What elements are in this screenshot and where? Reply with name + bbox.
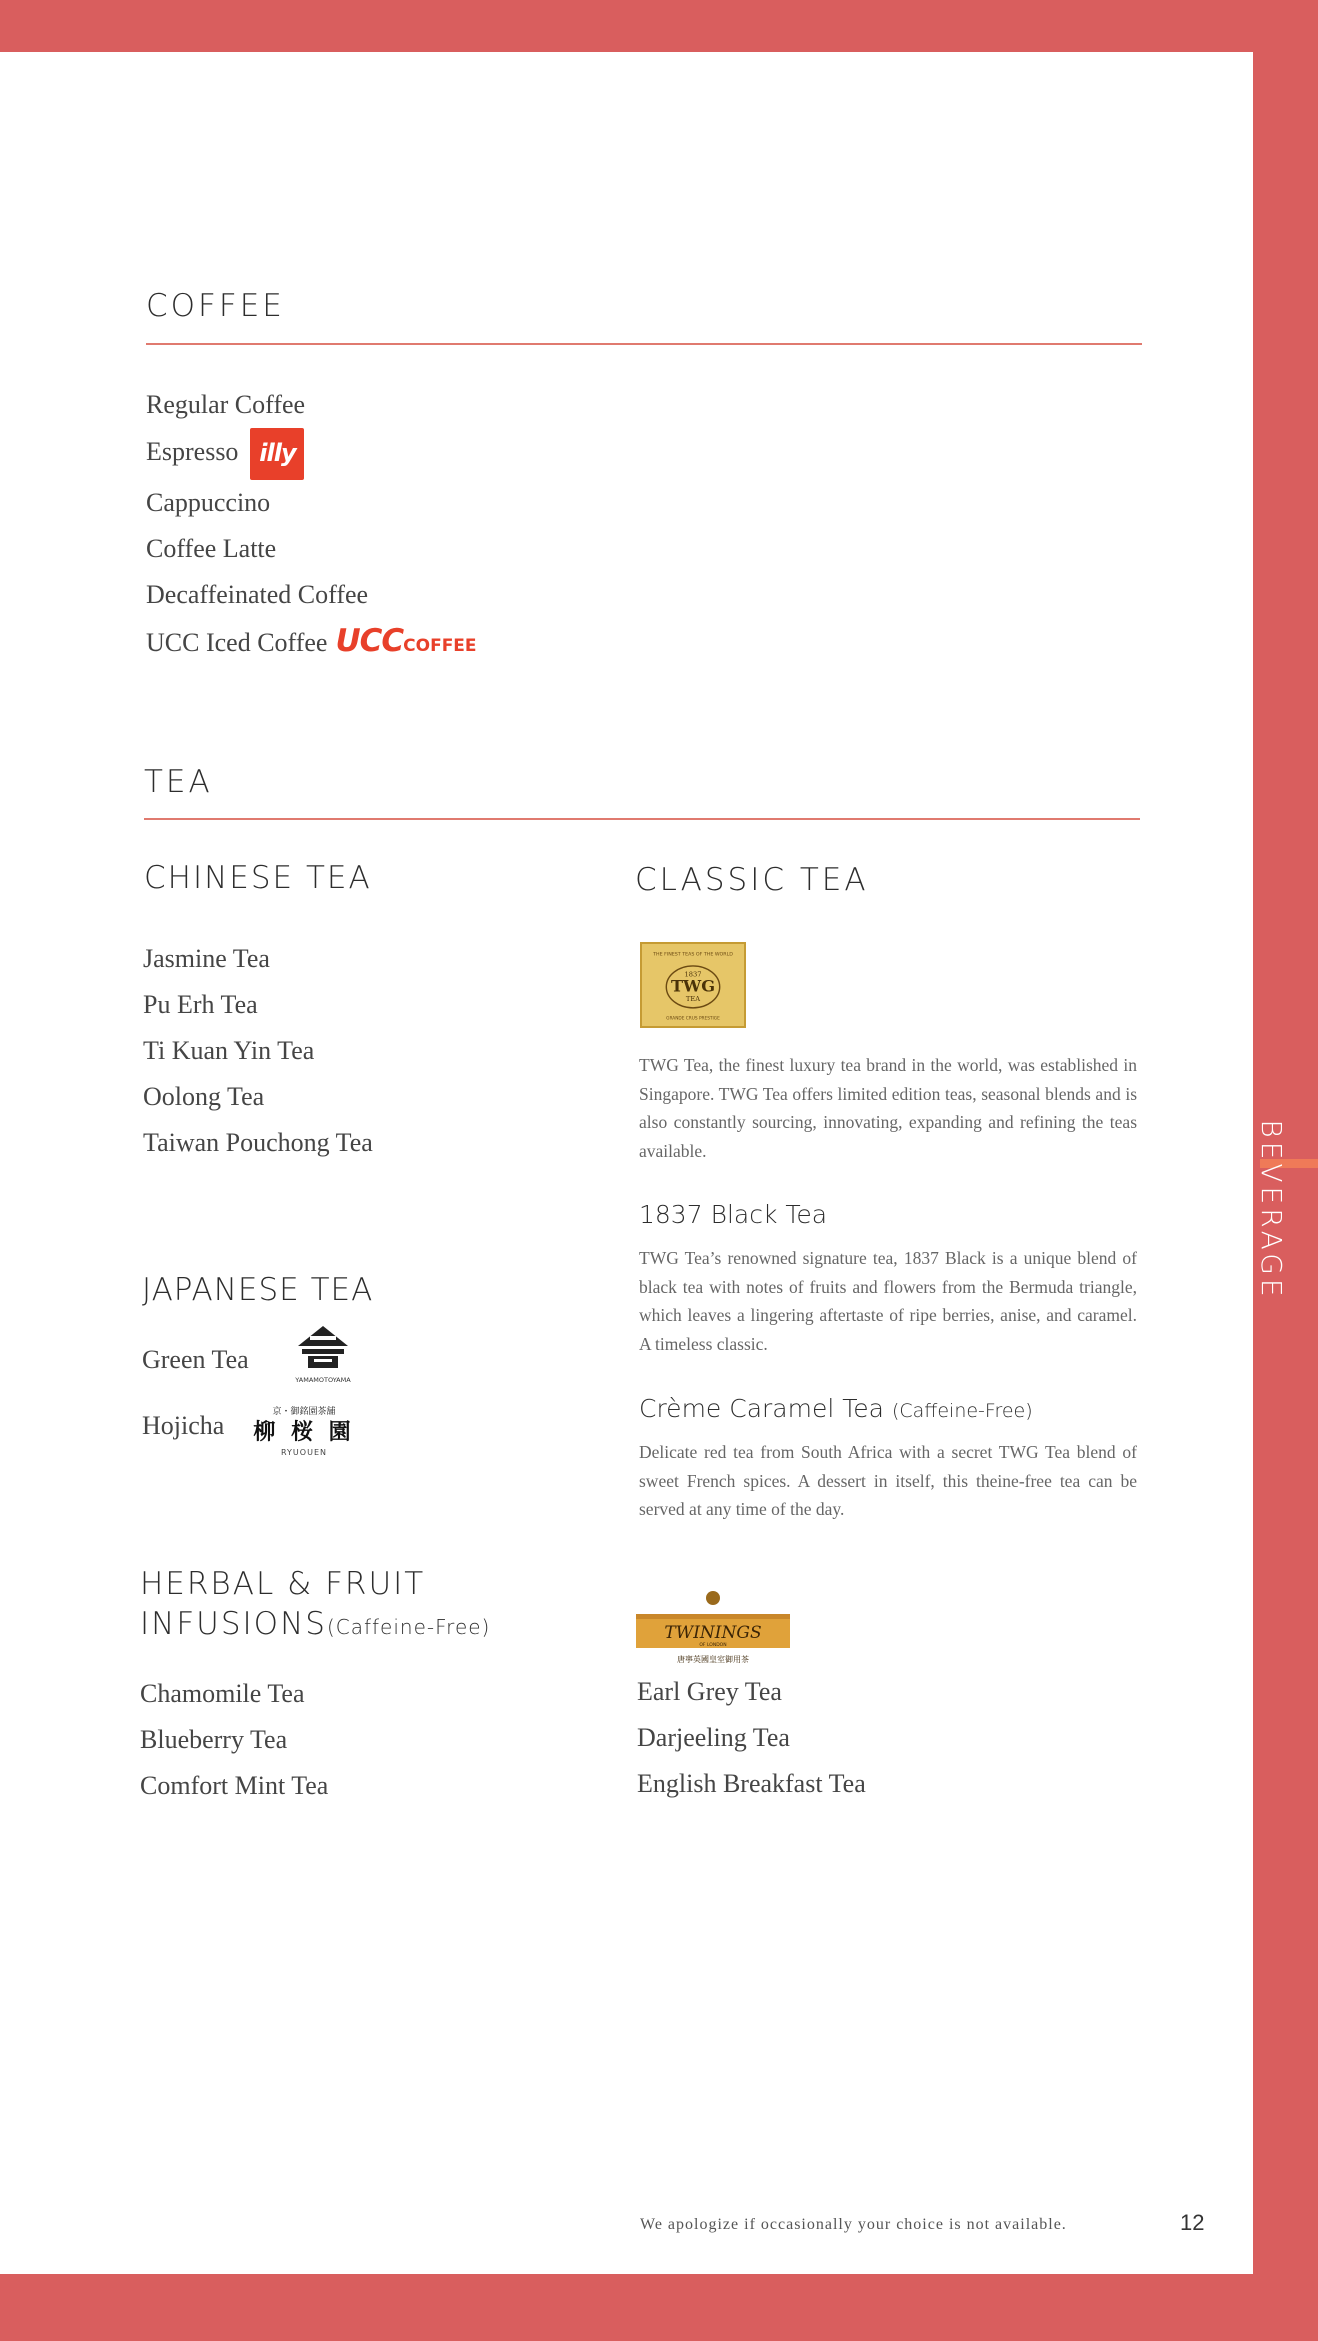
black-tea-title: 1837 Black Tea: [639, 1200, 828, 1229]
twinings-tea-item: English Breakfast Tea: [637, 1769, 866, 1798]
ryuouen-logo: 京・御銘園茶舗 柳 桜 園 RYUOUEN: [253, 1407, 355, 1457]
twinings-tea-item: Earl Grey Tea: [637, 1677, 782, 1706]
coffee-item: Decaffeinated Coffee: [146, 580, 369, 609]
chinese-tea-item: Pu Erh Tea: [143, 990, 258, 1019]
twinings-logo: [636, 1588, 790, 1670]
coffee-item: Cappuccino: [146, 488, 271, 517]
chinese-tea-title: CHINESE TEA: [144, 860, 372, 896]
section-side-label: BEVERAGE: [1255, 1119, 1288, 1301]
menu-page: [0, 52, 1253, 2274]
twg-intro-text: TWG Tea, the finest luxury tea brand in the world, was established in Singapore. TWG Tea offers limited edition teas, seasonal blends and is also constantly sourcing, innovating, expanding and refining the teas available.: [639, 1055, 1137, 1161]
svg-text:THE FINEST TEAS OF THE WORLD: THE FINEST TEAS OF THE WORLD: [653, 952, 733, 958]
herbal-infusions-title: HERBAL & FRUIT INFUSIONS(Caffeine-Free): [140, 1566, 491, 1642]
twinings-tea-list: [637, 1669, 866, 1807]
herbal-tea-item: Comfort Mint Tea: [140, 1771, 329, 1800]
coffee-divider: [146, 343, 1142, 345]
yamamotoyama-logo: [284, 1322, 362, 1386]
page-number: 12: [1180, 2210, 1205, 2235]
coffee-list: [146, 382, 477, 669]
twg-emblem-icon: [642, 944, 744, 1026]
coffee-section-title: COFFEE: [146, 288, 285, 324]
svg-text:GRANDE CRUS PRESTIGE: GRANDE CRUS PRESTIGE: [666, 1016, 720, 1022]
chinese-tea-item: Oolong Tea: [143, 1082, 265, 1111]
ucc-coffee-logo: UCCCOFFEE: [335, 623, 477, 659]
herbal-tea-item: Blueberry Tea: [140, 1725, 288, 1754]
japanese-tea-item: Hojicha: [142, 1411, 225, 1440]
herbal-tea-list: [140, 1671, 328, 1809]
coffee-item: UCC Iced Coffee UCCCOFFEE: [146, 618, 477, 669]
chinese-tea-item: Ti Kuan Yin Tea: [143, 1036, 315, 1065]
chinese-tea-item: Taiwan Pouchong Tea: [143, 1128, 373, 1157]
svg-text:YAMAMOTOYAMA: YAMAMOTOYAMA: [295, 1376, 351, 1384]
chinese-tea-list: [143, 936, 373, 1166]
coffee-item: Espresso illy: [146, 428, 477, 480]
svg-text:1837: 1837: [684, 970, 702, 979]
coffee-item: Coffee Latte: [146, 534, 277, 563]
svg-text:TWININGS: TWININGS: [664, 1623, 762, 1643]
herbal-tea-item: Chamomile Tea: [140, 1679, 305, 1708]
tea-section-title: TEA: [144, 764, 213, 800]
illy-logo: illy: [250, 428, 304, 480]
japanese-tea-item: Green Tea: [142, 1345, 249, 1374]
twg-tea-logo: [640, 942, 746, 1028]
classic-tea-title: CLASSIC TEA: [635, 862, 869, 898]
availability-note: We apologize if occasionally your choice is not available.: [640, 2216, 1067, 2233]
tea-divider: [144, 818, 1140, 820]
japanese-tea-title: JAPANESE TEA: [142, 1272, 374, 1308]
coffee-item: Regular Coffee: [146, 390, 306, 419]
twinings-tea-item: Darjeeling Tea: [637, 1723, 790, 1752]
svg-text:唐寧英國皇室御用茶: 唐寧英國皇室御用茶: [677, 1655, 749, 1664]
caramel-tea-title: Crème Caramel Tea (Caffeine-Free): [639, 1394, 1033, 1423]
chinese-tea-item: Jasmine Tea: [143, 944, 270, 973]
black-tea-description: TWG Tea’s renowned signature tea, 1837 Black is a unique blend of black tea with notes of fruits and flowers from the Bermuda triangle, which leaves a lingering aftertaste of ripe berries, anise, and caramel. A timeless classic.: [639, 1248, 1137, 1354]
twinings-crest-icon: [636, 1588, 790, 1670]
caramel-tea-description: Delicate red tea from South Africa with a secret TWG Tea blend of sweet French spices. A dessert in itself, this theine-free tea can be served at any time of the day.: [639, 1442, 1137, 1519]
svg-text:TWG: TWG: [670, 976, 716, 996]
svg-text:OF LONDON: OF LONDON: [699, 1643, 727, 1648]
yamamotoyama-mark-icon: [284, 1322, 362, 1386]
svg-text:TEA: TEA: [685, 995, 701, 1004]
